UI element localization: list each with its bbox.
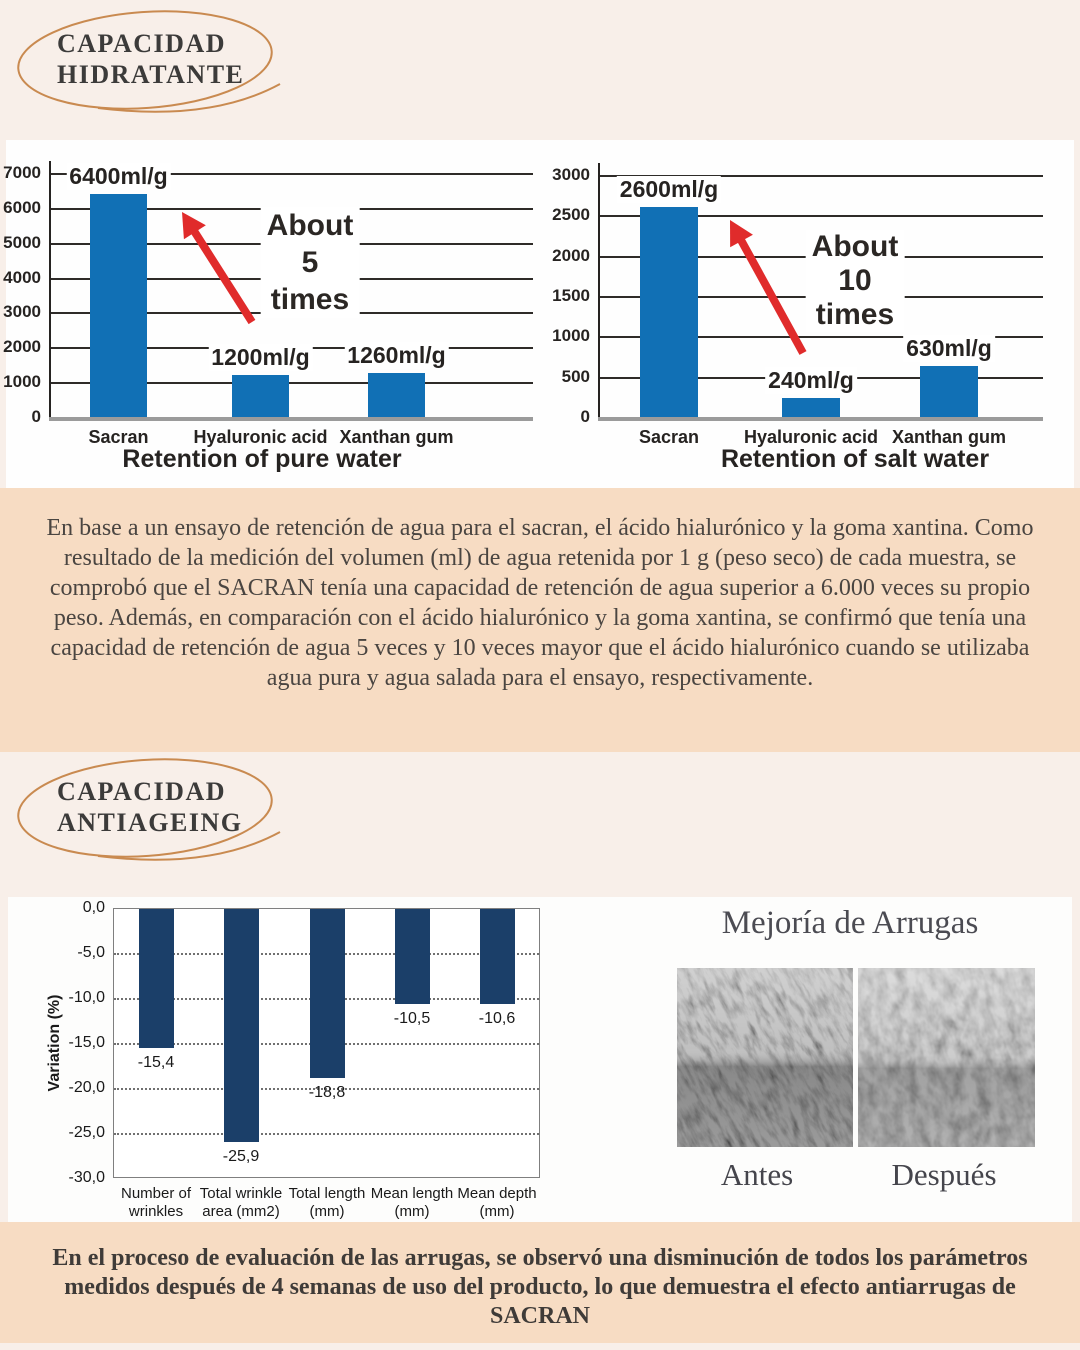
y-axis-title: Variation (%) [46, 994, 63, 1092]
category-label-line: (mm) [394, 1203, 430, 1220]
category-label [200, 1185, 283, 1221]
category-label [457, 1185, 536, 1221]
y-tick-label: -30,0 [68, 1169, 105, 1186]
category-label-line: Mean length [370, 1185, 454, 1202]
category-label [371, 1185, 454, 1221]
bar-number-of-wrinkles [139, 909, 174, 1048]
category-label: Xanthan gum [339, 427, 454, 447]
antiaging-badge-title [57, 776, 242, 838]
category-label: Xanthan gum [891, 427, 1007, 447]
hydration-paragraph: En base a un ensayo de retención de agua para el sacran, el ácido hialurónico y la goma xantina. Como resultado de la medición del volumen (ml) de agua retenida por 1 g (peso seco) de cada muestra, se comprobó que el SACRAN tenía una capacidad de retención de agua superior a 6.000 veces su propio peso. Además, en comparación con el ácido hialurónico y la goma xantina, se confirmó que tenía una capacidad de retención de agua 5 veces y 10 veces mayor que el ácido hialurónico cuando se utilizaba agua pura y agua salada para el ensayo, respectivamente. [46, 515, 1034, 691]
bar-xanthan-gum [368, 373, 425, 417]
hydration-badge [10, 4, 284, 122]
antiaging-paragraph: En el proceso de evaluación de las arrugas, se observó una disminución de todos los parámetros medidos después de 4 semanas de uso del producto, lo que demuestra el efecto antiarrugas de SACRAN [52, 1245, 1028, 1329]
category-label-line: Number of [120, 1185, 192, 1202]
badge-line: CAPACIDAD [57, 29, 227, 58]
bar-value-label: 1200ml/g [208, 344, 312, 371]
y-tick-label: 1000 [3, 372, 41, 391]
bar-value-label: -25,9 [222, 1148, 260, 1165]
bar-value-label: -15,4 [137, 1054, 175, 1071]
badge-line: CAPACIDAD [57, 777, 227, 806]
y-tick-label: 0 [31, 407, 41, 426]
y-tick-label: 3000 [552, 165, 590, 184]
bar-value-label: 6400ml/g [66, 163, 170, 190]
category-label [121, 1185, 191, 1221]
badge-line: ANTIAGEING [57, 808, 243, 837]
category-label: Sacran [638, 427, 700, 447]
before-label: Antes [720, 1157, 794, 1192]
x-axis-line [598, 417, 1043, 421]
category-label [289, 1185, 366, 1221]
y-tick-label: -25,0 [68, 1124, 105, 1141]
y-tick-label: 5000 [3, 233, 41, 252]
y-tick-label: 2500 [552, 205, 590, 224]
category-label: Sacran [88, 427, 149, 447]
annotation-line: times [815, 298, 895, 331]
annotation [806, 230, 905, 332]
bar-value-label: 630ml/g [903, 335, 995, 362]
y-axis-line [49, 161, 51, 417]
bar-value-label: -18,8 [308, 1084, 346, 1101]
antiaging-badge [10, 752, 284, 870]
x-axis-line [49, 417, 533, 421]
y-tick-label: 0,0 [82, 899, 105, 916]
y-tick-label: 1500 [552, 286, 590, 305]
bar-value-label: 1260ml/g [344, 342, 448, 369]
y-tick-label: 1000 [552, 326, 590, 345]
category-label-line: (mm) [479, 1203, 515, 1220]
y-tick-label: 6000 [3, 198, 41, 217]
hydration-badge-title [57, 28, 244, 90]
before-skin-image [677, 968, 853, 1147]
annotation-line: 10 [838, 264, 872, 297]
bar-xanthan-gum [920, 366, 978, 417]
bar-hyaluronic-acid [782, 398, 840, 417]
bar-mean-depth-mm- [480, 909, 515, 1004]
chart-title: Retention of salt water [720, 445, 990, 473]
bar-mean-length-mm- [395, 909, 430, 1004]
y-tick-label: 3000 [3, 302, 41, 321]
y-tick-label: 500 [561, 367, 590, 386]
gridline-dotted [114, 1133, 539, 1135]
y-tick-label: 0 [580, 407, 590, 426]
category-label-line: Mean depth [457, 1185, 537, 1202]
category-label-line: area (mm2) [202, 1203, 280, 1220]
wrinkle-panel-title: Mejoría de Arrugas [721, 905, 979, 941]
y-tick-label: -20,0 [68, 1079, 105, 1096]
category-label: Hyaluronic acid [193, 427, 328, 447]
bar-total-wrinkle-area-mm2- [224, 909, 259, 1142]
bar-value-label: -10,6 [478, 1010, 516, 1027]
y-tick-label: 2000 [3, 337, 41, 356]
hydration-text-band [0, 488, 1080, 752]
y-tick-label: 2000 [552, 246, 590, 265]
bar-value-label: 2600ml/g [617, 176, 721, 203]
badge-line: HIDRATANTE [57, 60, 245, 89]
after-label: Después [891, 1157, 997, 1192]
annotation-line: 5 [301, 246, 319, 279]
y-tick-label: -5,0 [77, 944, 105, 961]
y-tick-label: -10,0 [68, 989, 105, 1006]
y-tick-label: 7000 [3, 163, 41, 182]
antiaging-text-band [0, 1222, 1080, 1343]
y-tick-label: -15,0 [68, 1034, 105, 1051]
y-axis-line [598, 163, 600, 417]
annotation-line: About [266, 209, 354, 242]
bar-sacran [90, 194, 147, 417]
annotation-line: About [811, 230, 899, 263]
y-tick-label: 4000 [3, 268, 41, 287]
bar-value-label: -10,5 [393, 1010, 431, 1027]
water-retention-charts-panel [3, 140, 1074, 488]
bar-value-label: 240ml/g [765, 367, 857, 394]
bar-hyaluronic-acid [232, 375, 289, 417]
category-label-line: Total wrinkle [199, 1185, 283, 1202]
bar-sacran [640, 207, 698, 417]
category-label-line: Total length [288, 1185, 366, 1202]
category-label: Hyaluronic acid [743, 427, 879, 447]
antiaging-results-panel [8, 897, 1072, 1222]
chart-title: Retention of pure water [122, 445, 402, 473]
after-skin-image [858, 968, 1035, 1147]
category-label-line: wrinkles [128, 1203, 184, 1220]
annotation [261, 207, 360, 318]
bar-total-length-mm- [310, 909, 345, 1078]
category-label-line: (mm) [309, 1203, 345, 1220]
annotation-line: times [270, 283, 350, 316]
